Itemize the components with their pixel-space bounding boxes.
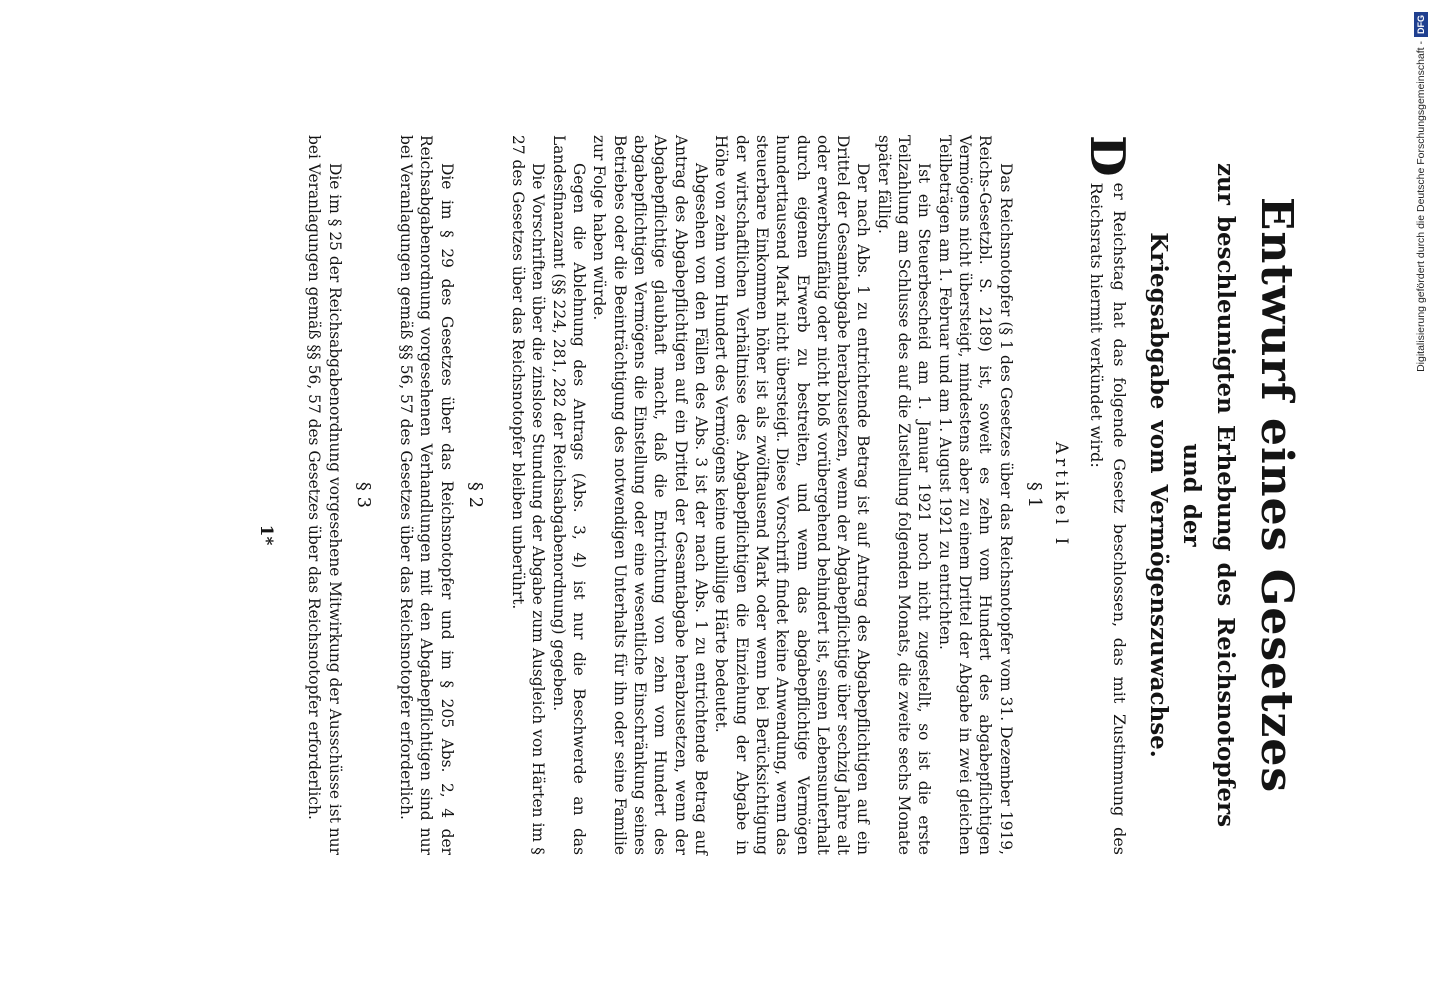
section-3-paragraph: Die im § 25 der Reichsabgabenordnung vorgesehene Mitwirkung der Ausschüsse ist nur bei Veranlagungen gemäß §§ 56, 57 des Gesetzes über das Reichsnotopfer erforderlich. <box>305 135 344 855</box>
subtitle-line-2: Kriegsabgabe vom Vermögenszuwachse. <box>1144 232 1172 758</box>
section-1-paragraph: Die Vorschriften über die zinslose Stundung der Abgabe zum Ausgleich von Härten im § 27 des Gesetzes über das Reichsnotopfer bleiben unberührt. <box>508 135 548 855</box>
enactment-clause <box>1078 135 1135 855</box>
page-number: 1* <box>255 524 276 546</box>
section-1-paragraph: Gegen die Ablehnung des Antrags (Abs. 3, 4) ist nur die Beschwerde an das Landesfinanzamt (§§ 224, 281, 282 der Reichsabgabenordnung) gegeben. <box>549 135 588 855</box>
section-1-paragraph: Ist ein Steuerbescheid am 1. Januar 1921 noch nicht zugestellt, so ist die erste Teilzahlung am Schlusse des auf die Zustellung folgenden Monats, die zweite sechs Monate später fällig. <box>874 135 934 855</box>
rotated-document <box>240 135 1300 855</box>
dfg-logo: DFG <box>1414 12 1428 37</box>
section-heading-2: § 2 <box>464 481 486 509</box>
section-1-paragraph: Der nach Abs. 1 zu entrichtende Betrag ist auf Antrag des Abgabepflichtigen auf ein Drittel der Gesamtabgabe herabzusetzen, wenn der Abgabepflichtige über sechzig Jahre alt oder erwerbsunfähig oder nicht bloß vorübergehend behindert ist, seinen Lebensunterhalt durch eigenen Erwerb zu bestreiten, und wenn das abgabepflichtige Vermögen hunderttausend Mark nicht übersteigt. Diese Vorschrift findet keine Anwendung, wenn das steuerbare Einkommen höher ist als zwölftausend Mark oder wenn bei Berücksichtigung der wirtschaftlichen Verhältnisse des Abgabepflichtigen die Einziehung der Abgabe in Höhe von zehn vom Hundert des Vermögens keine unbillige Härte bedeutet. <box>712 135 873 855</box>
digitization-credit <box>1412 12 1430 392</box>
document-subtitle <box>1142 135 1242 855</box>
section-heading-1: § 1 <box>1023 481 1045 509</box>
subtitle-line-1: zur beschleunigten Erhebung des Reichsnotopfers und der <box>1178 162 1239 828</box>
article-heading: Artikel I <box>1050 441 1071 549</box>
section-2-paragraph: Die im § 29 des Gesetzes über das Reichsnotopfer und im § 205 Abs. 2, 4 der Reichsabgabenordnung vorgesehenen Verhandlungen mit den Abgabepflichtigen sind nur bei Veranlagungen gemäß §§ 56, 57 des Gesetzes über das Reichsnotopfer erforderlich. <box>396 135 456 855</box>
drop-cap: D <box>1078 135 1135 177</box>
credit-text: Digitalisierung gefördert durch die Deutsche Forschungsgemeinschaft - <box>1415 41 1427 372</box>
document-title: Entwurf eines Gesetzes <box>1251 196 1302 794</box>
enactment-text: er Reichstag hat das folgende Gesetz beschlossen, das mit Zustimmung des Reichsrats hiermit verkündet wird: <box>1087 182 1129 855</box>
section-1-paragraph: Das Reichsnotopfer (§ 1 des Gesetzes über das Reichsnotopfer vom 31. Dezember 1919, Reichs-Gesetzbl. S. 2189) ist, soweit es zehn vom Hundert des abgabepflichtigen Vermögens nicht übersteigt, mindestens aber zu einem Drittel der Abgabe in zwei gleichen Teilbeträgen am 1. Februar und am 1. August 1921 zu entrichten. <box>935 135 1015 855</box>
section-1-paragraph: Abgesehen von den Fällen des Abs. 3 ist der nach Abs. 1 zu entrichtende Betrag auf Antrag des Abgabepflichtigen auf ein Drittel der Gesamtabgabe herabzusetzen, wenn der Abgabepflichtige glaubhaft macht, daß die Entrichtung von zehn vom Hundert des abgabepflichtigen Vermögens die Einstellung oder eine wesentliche Einschränkung seines Betriebes oder die Beeinträchtigung des notwendigen Unterhalts für ihn oder seine Familie zur Folge haben würde. <box>590 135 710 855</box>
section-heading-3: § 3 <box>352 481 374 509</box>
